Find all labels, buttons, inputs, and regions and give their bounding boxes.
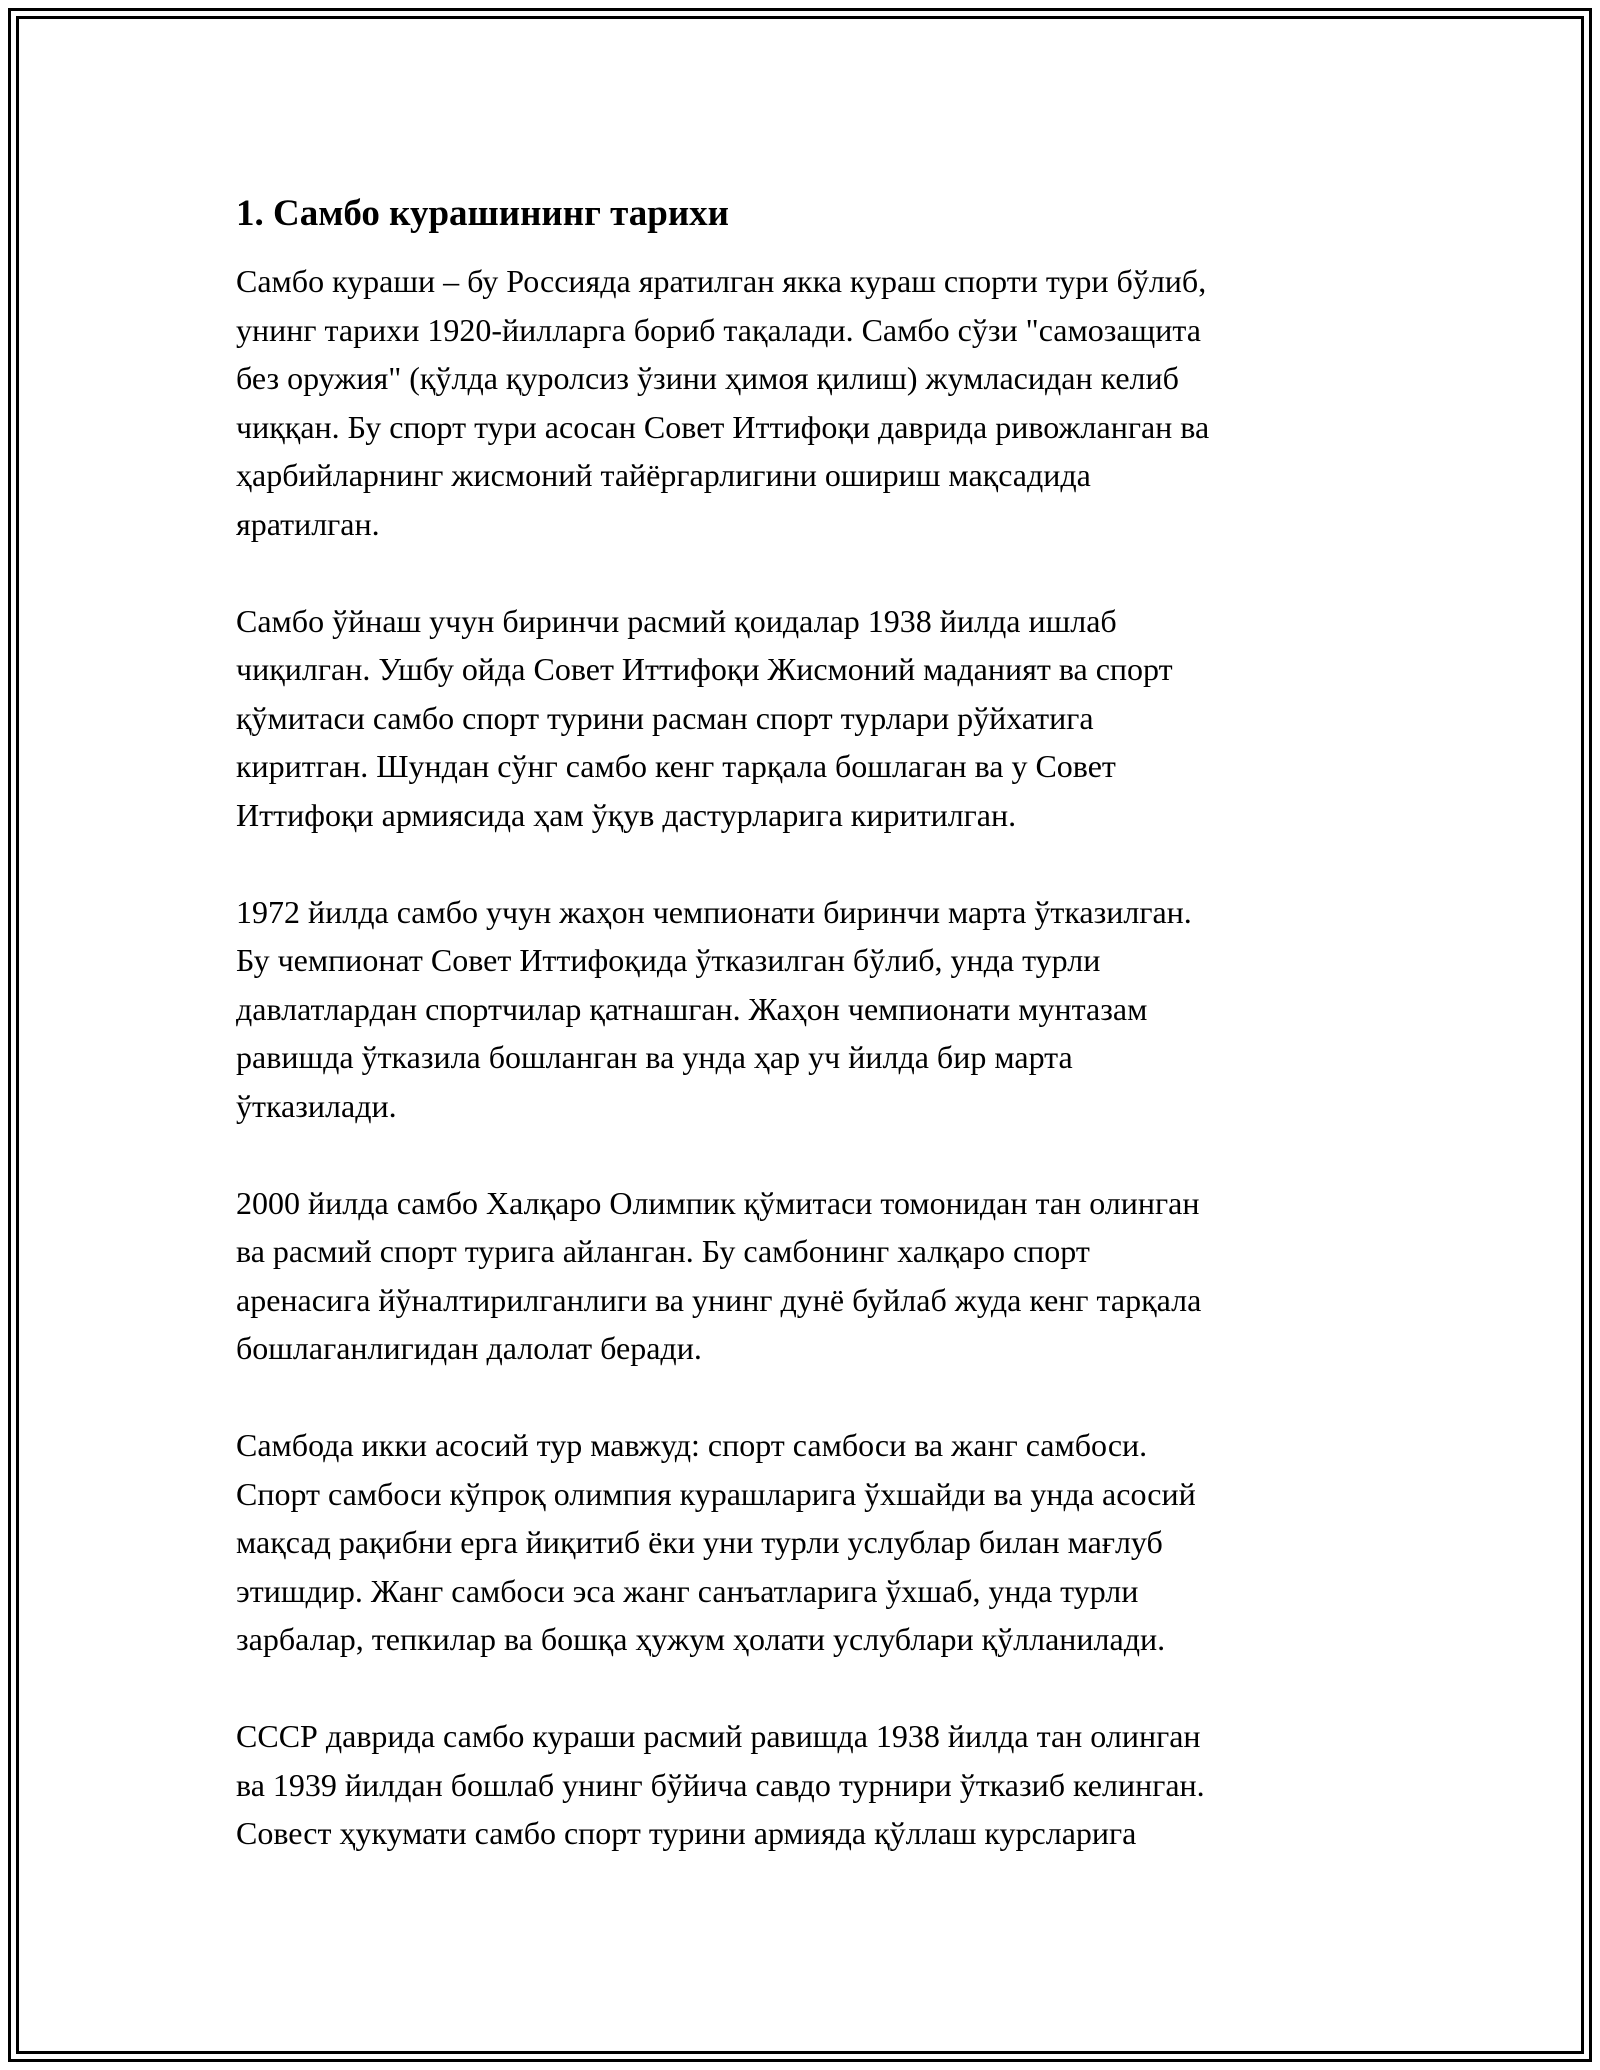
text-line: чиқилган. Ушбу ойда Совет Иттифоқи Жисмоний маданият ва спорт xyxy=(236,651,1173,687)
text-line: зарбалар, тепкилар ва бошқа ҳужум ҳолати услублари қўлланилади. xyxy=(236,1621,1166,1657)
text-line: ва 1939 йилдан бошлаб унинг бўйича савдо турнири ўтказиб келинган. xyxy=(236,1766,1205,1803)
text-line: мақсад рақибни ерга йиқитиб ёки уни турли услублар билан мағлуб xyxy=(236,1524,1163,1560)
text-line: Самбо кураши – бу Россияда яратилган якка кураш спорти тури бўлиб, xyxy=(236,263,1207,299)
text-line: Самбода икки асосий тур мавжуд: спорт самбоси ва жанг самбоси. xyxy=(236,1427,1148,1463)
text-line: Совест ҳукумати самбо спорт турини армияда қўллаш курсларига xyxy=(236,1815,1137,1851)
text-line: аренасига йўналтирилганлиги ва унинг дунё буйлаб жуда кенг тарқала xyxy=(236,1281,1202,1318)
text-line: этишдир. Жанг самбоси эса жанг санъатларига ўхшаб, унда турли xyxy=(236,1572,1139,1609)
text-line: яратилган. xyxy=(236,505,380,542)
paragraph-5 xyxy=(236,1421,1396,1664)
text-line: Спорт самбоси кўпроқ олимпия курашларига ўхшайди ва унда асосий xyxy=(236,1475,1196,1512)
text-line: без оружия" (қўлда қуролсиз ўзини ҳимоя қилиш) жумласидан келиб xyxy=(236,360,1179,396)
paragraph-2 xyxy=(236,597,1396,840)
text-line: унинг тарихи 1920-йилларга бориб тақалади. Самбо сўзи "самозащита xyxy=(236,311,1201,348)
text-line: Самбо ўйнаш учун биринчи расмий қоидалар 1938 йилда ишлаб xyxy=(236,602,1117,639)
paragraph-4 xyxy=(236,1179,1396,1373)
paragraph-1 xyxy=(236,257,1396,548)
text-line: 2000 йилда самбо Халқаро Олимпик қўмитаси томонидан тан олинган xyxy=(236,1184,1200,1221)
text-line: Иттифоқи армиясида ҳам ўқув дастурларига киритилган. xyxy=(236,796,1017,833)
text-line: қўмитаси самбо спорт турини расман спорт турлари рўйхатига xyxy=(236,699,1094,736)
paragraph-6 xyxy=(236,1712,1396,1858)
text-line: киритган. Шундан сўнг самбо кенг тарқала бошлаган ва у Совет xyxy=(236,748,1116,784)
text-line: давлатлардан спортчилар қатнашган. Жаҳон чемпионати мунтазам xyxy=(236,990,1148,1027)
paragraph-3 xyxy=(236,888,1396,1131)
document-body xyxy=(236,186,1396,1906)
text-line: СССР даврида самбо кураши расмий равишда 1938 йилда тан олинган xyxy=(236,1718,1201,1754)
text-line: ўтказилади. xyxy=(236,1087,397,1124)
text-line: ҳарбийларнинг жисмоний тайёргарлигини ошириш мақсадида xyxy=(236,457,1091,493)
text-line: Бу чемпионат Совет Иттифоқида ўтказилган бўлиб, унда турли xyxy=(236,942,1101,978)
text-line: ва расмий спорт турига айланган. Бу самбонинг халқаро спорт xyxy=(236,1233,1090,1269)
text-line: 1972 йилда самбо учун жаҳон чемпионати биринчи марта ўтказилган. xyxy=(236,893,1192,930)
text-line: бошлаганлигидан далолат беради. xyxy=(236,1330,702,1366)
document-title: 1. Самбо курашининг тарихи xyxy=(236,193,729,234)
text-line: чиққан. Бу спорт тури асосан Совет Иттифоқи даврида ривожланган ва xyxy=(236,408,1210,445)
text-line: равишда ўтказила бошланган ва унда ҳар уч йилда бир марта xyxy=(236,1039,1073,1075)
